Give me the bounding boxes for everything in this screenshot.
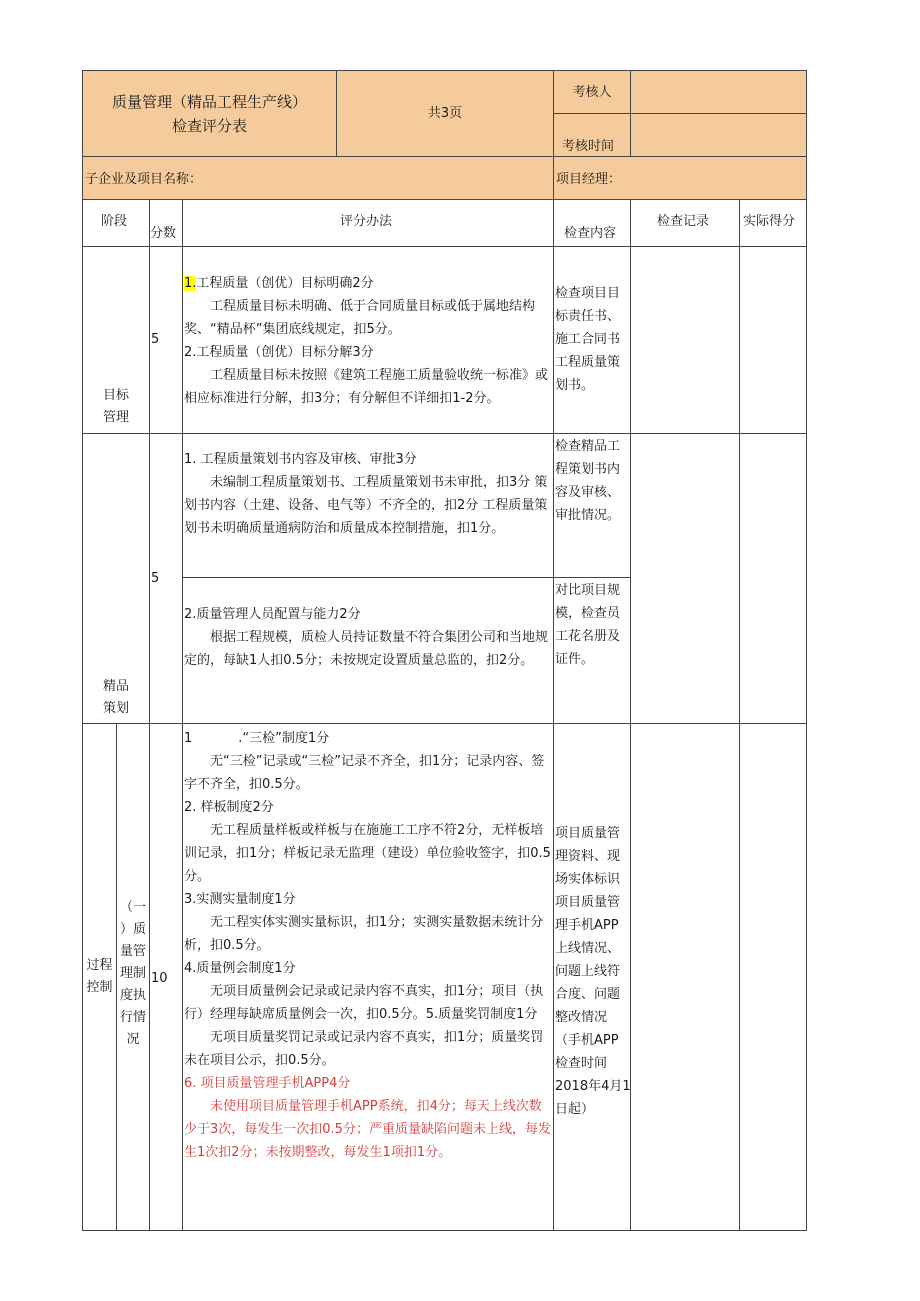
process-item6-title: 6. 项目质量管理手机APP4分 [184, 1076, 351, 1091]
goal-record-field[interactable] [630, 246, 740, 434]
process-record-field[interactable] [630, 723, 740, 1231]
col-method-label: 评分办法 [340, 214, 393, 229]
col-method-header [182, 199, 554, 247]
process-item5-title: 5.质量奖罚制度1分 [425, 1007, 538, 1022]
col-actual-header [739, 199, 807, 247]
process-item4-title: 4.质量例会制度1分 [184, 961, 296, 976]
col-record-header [630, 199, 740, 247]
score-sheet [82, 70, 807, 1231]
process-stage-cell [82, 723, 117, 1231]
reviewer-field[interactable] [630, 70, 807, 114]
process-content-cell [553, 723, 631, 1231]
col-stage-header [82, 199, 150, 247]
process-item1-number: 1 [184, 731, 193, 746]
goal-content: 检查项目目标责任书、施工合同书工程质量策划书。 [555, 286, 621, 393]
plan-item2-title: 2.质量管理人员配置与能力2分 [184, 607, 361, 622]
plan-score: 5 [151, 571, 160, 586]
process-item2-desc: 无工程质量样板或样板与在施施工工序不符2分，无样板培训记录，扣1分；样板记录无监理（建设）单位验收签字，扣0.5分。 [184, 823, 551, 884]
plan-method-cell-2 [182, 577, 554, 724]
process-actual-field[interactable] [739, 723, 807, 1231]
reviewer-label-cell [553, 70, 631, 114]
plan-item1-title: 1. 工程质量策划书内容及审核、审批3分 [184, 452, 417, 467]
manager-label: 项目经理： [556, 172, 622, 187]
review-time-field[interactable] [630, 113, 807, 157]
plan-actual-field[interactable] [739, 433, 807, 724]
plan-content-cell-1 [553, 433, 631, 578]
review-time-label-cell [553, 113, 631, 157]
process-score: 10 [151, 971, 168, 986]
goal-item2-title: 2.工程质量（创优）目标分解3分 [184, 345, 374, 360]
process-item1-desc: 无“三检”记录或“三检”记录不齐全，扣1分；记录内容、签字不齐全，扣0.5分。 [184, 754, 545, 792]
goal-score: 5 [151, 332, 160, 347]
process-content: 项目质量管理资料、现场实体标识项目质量管理手机APP上线情况、问题上线符合度、问题整改情况（手机APP检查时间2018年4月1日起） [555, 826, 631, 1117]
goal-item1-desc: 工程质量目标未明确、低于合同质量目标或低于属地结构奖、“精品杯”集团底线规定，扣5分。 [184, 299, 536, 337]
process-sub-line3: 量管 [119, 944, 146, 959]
reviewer-label: 考核人 [572, 84, 612, 100]
process-stage-line1: 过程 [86, 958, 113, 973]
col-stage-label: 阶段 [101, 214, 128, 229]
col-actual-label: 实际得分 [743, 214, 796, 229]
plan-item1-desc: 未编制工程质量策划书、工程质量策划书未审批，扣3分 策划书内容（土建、设备、电气等）不齐全的，扣2分 工程质量策划书未明确质量通病防治和质量成本控制措施，扣1分。 [184, 475, 548, 536]
goal-item1-number: 1. [184, 276, 197, 291]
goal-method-cell [182, 246, 554, 434]
process-item3-desc: 无工程实体实测实量标识，扣1分；实测实量数据未统计分析，扣0.5分。 [184, 915, 544, 953]
process-sub-line5: 度执 [119, 988, 146, 1003]
plan-item2-desc: 根据工程规模，质检人员持证数量不符合集团公司和当地规定的，每缺1人扣0.5分；未按规定设置质量总监的，扣2分。 [184, 630, 549, 668]
review-time-label: 考核时间 [562, 139, 615, 154]
goal-score-cell [149, 246, 183, 434]
goal-stage-line2: 管理 [102, 410, 129, 425]
sheet-title-cell [82, 70, 337, 157]
plan-content-cell-2 [553, 577, 631, 724]
plan-stage-line1: 精品 [102, 679, 129, 694]
plan-stage-line2: 策划 [102, 701, 129, 716]
plan-content-2: 对比项目规模，检查员工花名册及证件。 [555, 583, 621, 667]
goal-content-cell [553, 246, 631, 434]
process-sub-line7: 况 [126, 1032, 140, 1047]
process-sub-cell [116, 723, 150, 1231]
manager-cell[interactable] [553, 156, 807, 200]
goal-item2-desc: 工程质量目标未按照《建筑工程施工质量验收统一标准》或相应标准进行分解，扣3分；有分解但不详细扣1-2分。 [184, 368, 549, 406]
goal-actual-field[interactable] [739, 246, 807, 434]
process-score-cell [149, 723, 183, 1231]
col-content-label: 检查内容 [564, 226, 617, 241]
col-score-label: 分数 [150, 226, 177, 241]
col-score-header [149, 199, 183, 247]
process-sub-line6: 行情 [119, 1010, 146, 1025]
process-item6-desc: 未使用项目质量管理手机APP系统，扣4分；每天上线次数少于3次，每发生一次扣0.5分；严重质量缺陷问题未上线，每发生1次扣2分；未按期整改，每发生1项扣1分。 [184, 1099, 551, 1160]
enterprise-label: 子企业及项目名称： [85, 172, 203, 187]
plan-record-field[interactable] [630, 433, 740, 724]
process-item5-desc: 无项目质量奖罚记录或记录内容不真实，扣1分；质量奖罚未在项目公示，扣0.5分。 [184, 1030, 544, 1068]
process-item3-title: 3.实测实量制度1分 [184, 892, 296, 907]
plan-score-cell [149, 433, 183, 724]
page-count: 共3页 [427, 106, 463, 121]
sheet-title-line1: 质量管理（精品工程生产线） [111, 92, 307, 111]
goal-stage-line1: 目标 [102, 388, 129, 403]
process-stage-line2: 控制 [86, 980, 113, 995]
process-method-cell [182, 723, 554, 1231]
process-sub-line1: （一 [119, 900, 146, 915]
page-count-cell [336, 70, 554, 157]
goal-stage-cell [82, 246, 150, 434]
plan-stage-cell [82, 433, 150, 724]
process-sub-line4: 理制 [119, 966, 146, 981]
process-item1-title: .“三检”制度1分 [238, 731, 330, 746]
col-record-label: 检查记录 [657, 214, 710, 229]
col-content-header [553, 199, 631, 247]
process-sub-line2: ）质 [119, 922, 146, 937]
process-item4-desc: 无项目质量例会记录或记录内容不真实，扣1分；项目（执行）经理每缺席质量例会一次，扣0.5分。 [184, 984, 544, 1022]
sheet-title-line2: 检查评分表 [171, 116, 247, 135]
goal-item1-title: 工程质量（创优）目标明确2分 [196, 276, 374, 291]
enterprise-cell[interactable] [82, 156, 554, 200]
process-item2-title: 2. 样板制度2分 [184, 800, 274, 815]
plan-content-1: 检查精品工程策划书内容及审核、审批情况。 [555, 439, 621, 523]
plan-method-cell-1 [182, 433, 554, 578]
